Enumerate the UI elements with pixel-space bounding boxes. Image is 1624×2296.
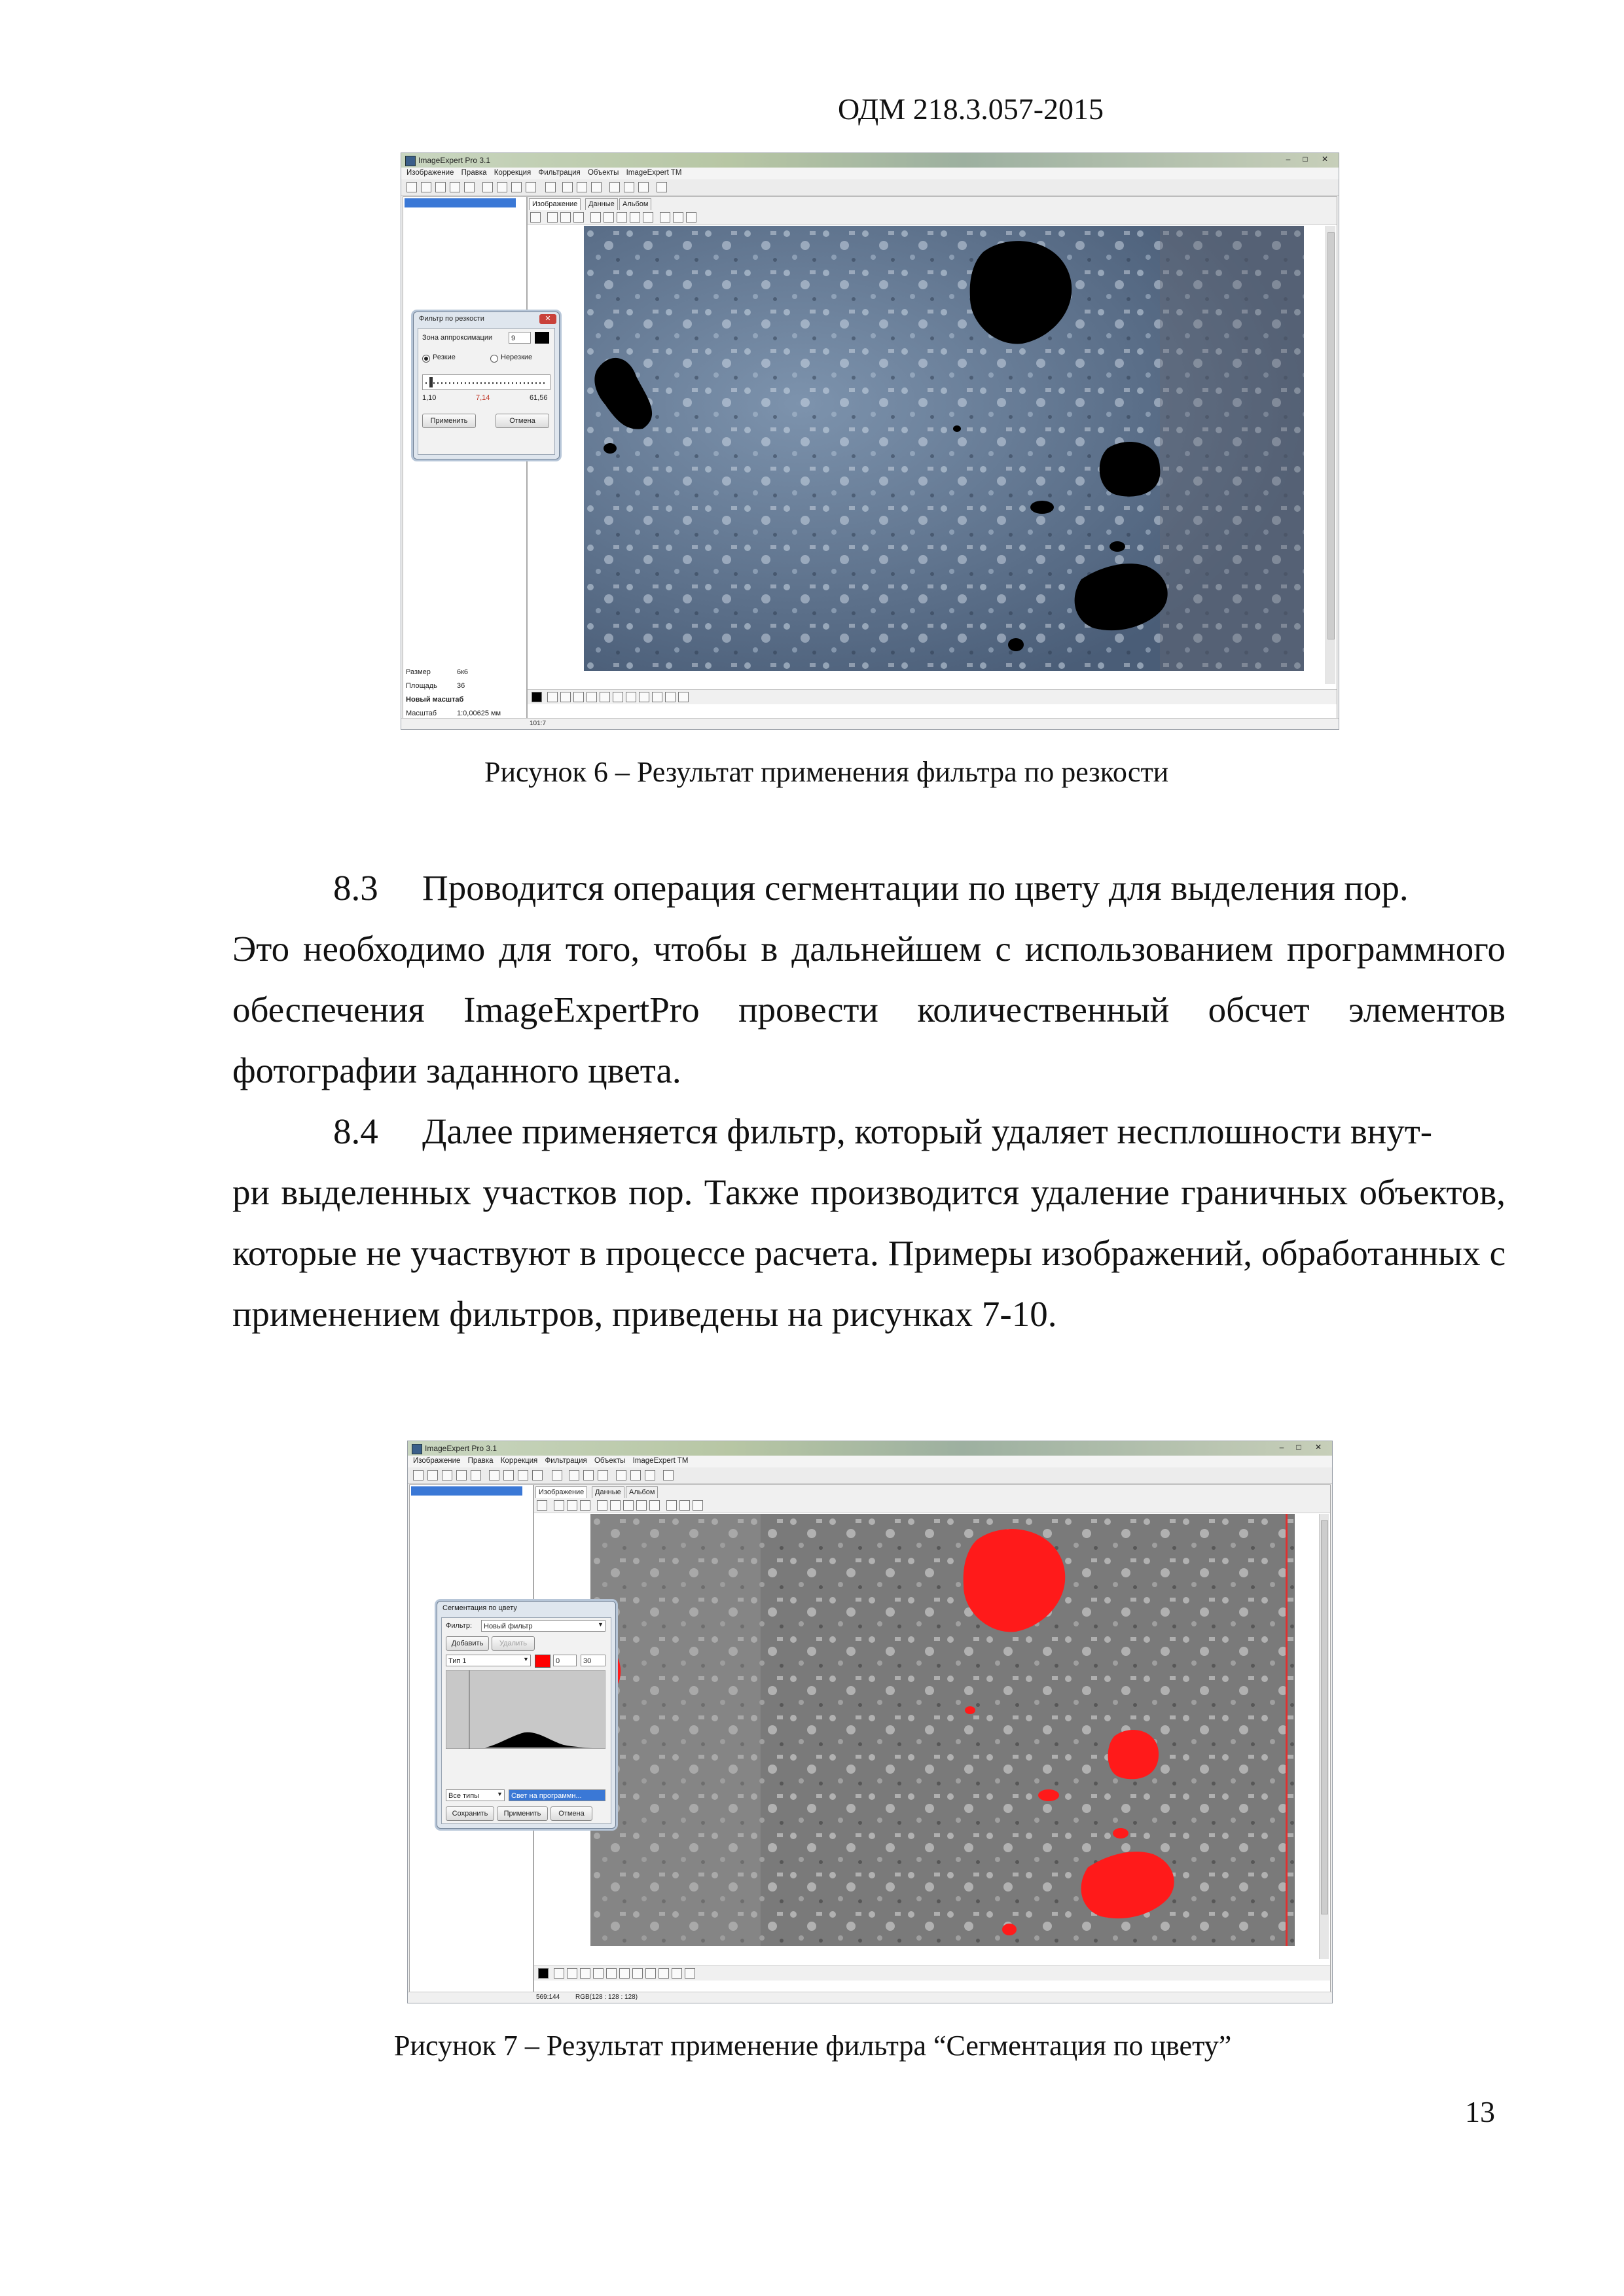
tool-icon[interactable] xyxy=(421,182,431,192)
title-bar xyxy=(401,153,1339,168)
segment-color-swatch[interactable] xyxy=(535,1655,550,1668)
figure-6-caption: Рисунок 6 – Результат применения фильтра по резкости xyxy=(484,756,1169,788)
info-label: Размер xyxy=(406,668,431,676)
tool-icon[interactable] xyxy=(503,1470,514,1480)
menu-objects[interactable]: Объекты xyxy=(587,169,619,177)
paragraph-number: 8.4 xyxy=(333,1111,378,1151)
print-icon[interactable] xyxy=(532,1470,543,1480)
add-button[interactable]: Добавить xyxy=(446,1636,489,1651)
tool-icon[interactable] xyxy=(456,1470,467,1480)
tool-icon[interactable] xyxy=(617,212,627,223)
menu-correction[interactable]: Коррекция xyxy=(500,1457,538,1465)
histogram xyxy=(446,1670,605,1749)
tool-icon[interactable] xyxy=(663,1470,674,1480)
dialog-body xyxy=(418,328,555,455)
scale-max: 61,56 xyxy=(530,394,548,402)
tool-icon[interactable] xyxy=(406,182,417,192)
tool-icon[interactable] xyxy=(547,692,558,702)
tool-icon[interactable] xyxy=(636,1500,647,1511)
paragraph-first-line: Далее применяется фильтр, который удаляет несплошности внут- xyxy=(422,1111,1433,1151)
status-bar xyxy=(408,1992,1332,2003)
info-value: 1:0,00625 мм xyxy=(457,709,501,717)
image-toolbar xyxy=(534,1498,1330,1513)
tool-icon[interactable] xyxy=(623,1500,634,1511)
close-icon[interactable]: ✕ xyxy=(539,314,556,324)
paragraph-text: Это необходимо для того, чтобы в дальнейшем с использованием программного обеспечения ImageExpertPro провести количественный обсчет элементов фотографии заданного цвета. xyxy=(232,929,1506,1090)
workspace-tabs xyxy=(534,1485,1330,1498)
menu-bar xyxy=(401,168,1339,179)
microscope-photo xyxy=(584,226,1304,671)
tool-icon[interactable] xyxy=(586,692,597,702)
file-tree-item[interactable] xyxy=(405,198,516,207)
tool-icon[interactable] xyxy=(580,1968,590,1979)
tool-icon[interactable] xyxy=(604,212,614,223)
print-icon[interactable] xyxy=(526,182,536,192)
apply-button[interactable]: Применить xyxy=(422,414,476,428)
vertical-scrollbar[interactable] xyxy=(1319,1514,1329,1959)
apply-button[interactable]: Применить xyxy=(497,1806,548,1821)
dialog-title: Фильтр по резкости xyxy=(419,315,484,323)
tool-icon[interactable] xyxy=(569,1470,579,1480)
tool-icon[interactable] xyxy=(567,1968,577,1979)
filter-label: Фильтр: xyxy=(446,1622,473,1630)
tool-icon[interactable] xyxy=(600,692,610,702)
info-value: 36 xyxy=(457,682,465,690)
tool-icon[interactable] xyxy=(673,212,683,223)
figure-6-screenshot xyxy=(401,152,1339,730)
tool-icon[interactable] xyxy=(442,1470,452,1480)
tool-icon[interactable] xyxy=(450,182,460,192)
radio-sharp[interactable] xyxy=(422,355,430,363)
tool-icon[interactable] xyxy=(547,212,558,223)
tool-icon[interactable] xyxy=(652,692,662,702)
menu-imageexpert-tm[interactable]: ImageExpert TM xyxy=(632,1457,689,1465)
tool-icon[interactable] xyxy=(590,212,601,223)
menu-bar xyxy=(408,1456,1332,1467)
image-info xyxy=(406,666,501,721)
tab-data[interactable]: Данные xyxy=(592,1486,624,1498)
color-swatch-icon[interactable] xyxy=(532,692,542,702)
tool-icon[interactable] xyxy=(630,212,640,223)
status-text: 101:7 xyxy=(530,720,547,727)
tool-icon[interactable] xyxy=(413,1470,424,1480)
scrollbar-thumb[interactable] xyxy=(1327,232,1335,639)
tool-icon[interactable] xyxy=(427,1470,438,1480)
menu-edit[interactable]: Правка xyxy=(467,1457,494,1465)
maximize-icon[interactable]: □ xyxy=(1303,154,1308,164)
mode-select[interactable]: Свет на программн... xyxy=(509,1789,605,1801)
dialog-body xyxy=(441,1617,611,1824)
app-icon xyxy=(405,156,416,166)
tool-icon[interactable] xyxy=(552,1470,562,1480)
tool-icon[interactable] xyxy=(606,1968,617,1979)
tool-icon[interactable] xyxy=(583,1470,594,1480)
menu-filtering[interactable]: Фильтрация xyxy=(538,169,581,177)
tool-icon[interactable] xyxy=(679,1500,690,1511)
save-button[interactable]: Сохранить xyxy=(446,1806,494,1821)
menu-edit[interactable]: Правка xyxy=(461,169,487,177)
tool-icon[interactable] xyxy=(686,212,696,223)
tool-icon[interactable] xyxy=(511,182,522,192)
menu-correction[interactable]: Коррекция xyxy=(494,169,532,177)
tool-icon[interactable] xyxy=(518,1470,528,1480)
tool-icon[interactable] xyxy=(471,1470,481,1480)
tab-album[interactable]: Альбом xyxy=(619,198,651,210)
scrollbar-thumb[interactable] xyxy=(1321,1520,1328,1914)
color-segmentation-dialog xyxy=(437,1601,616,1829)
tab-data[interactable]: Данные xyxy=(585,198,618,210)
document-code: ОДМ 218.3.057-2015 xyxy=(838,92,1104,126)
tool-icon[interactable] xyxy=(545,182,556,192)
status-rgb: RGB(128 : 128 : 128) xyxy=(575,1994,638,2001)
tool-icon[interactable] xyxy=(685,1968,695,1979)
tool-icon[interactable] xyxy=(598,1470,608,1480)
menu-image[interactable]: Изображение xyxy=(413,1457,461,1465)
tool-icon[interactable] xyxy=(672,1968,682,1979)
zone-label: Зона аппроксимации xyxy=(422,334,493,342)
type-select[interactable]: Тип 1 xyxy=(446,1655,531,1666)
scale-min: 1,10 xyxy=(422,394,437,402)
tab-album[interactable]: Альбом xyxy=(626,1486,658,1498)
tab-image[interactable]: Изображение xyxy=(535,1486,587,1498)
filter-select[interactable]: Новый фильтр xyxy=(481,1620,605,1632)
image-toolbar xyxy=(528,210,1337,225)
tool-icon[interactable] xyxy=(660,212,670,223)
window-title: ImageExpert Pro 3.1 xyxy=(425,1444,497,1453)
tool-icon[interactable] xyxy=(638,182,649,192)
tool-icon[interactable] xyxy=(580,1500,590,1511)
close-icon[interactable]: ✕ xyxy=(1321,154,1329,164)
dialog-title: Сегментация по цвету xyxy=(442,1604,517,1612)
info-label: Новый масштаб xyxy=(406,696,464,704)
tool-icon[interactable] xyxy=(593,1968,604,1979)
tool-icon[interactable] xyxy=(619,1968,630,1979)
tool-icon[interactable] xyxy=(665,692,676,702)
radio-sharp-label: Резкие xyxy=(433,353,456,361)
image-workspace xyxy=(527,196,1337,720)
scale-mid: 7,14 xyxy=(476,394,490,402)
paragraph-8-4 xyxy=(232,1101,1506,1344)
minimize-icon[interactable]: – xyxy=(1286,154,1291,164)
menu-imageexpert-tm[interactable]: ImageExpert TM xyxy=(626,169,682,177)
zone-spinbox[interactable]: 9 xyxy=(509,332,531,344)
tool-icon[interactable] xyxy=(630,1470,641,1480)
maximize-icon[interactable]: □ xyxy=(1296,1443,1301,1452)
segmented-photo xyxy=(590,1514,1295,1946)
vertical-scrollbar[interactable] xyxy=(1326,226,1335,684)
drawing-toolbar xyxy=(528,689,1337,704)
tool-icon[interactable] xyxy=(554,1968,564,1979)
tool-icon[interactable] xyxy=(591,182,602,192)
tool-icon[interactable] xyxy=(645,1968,656,1979)
tool-icon[interactable] xyxy=(616,1470,626,1480)
tool-icon[interactable] xyxy=(643,212,653,223)
tool-icon[interactable] xyxy=(613,692,623,702)
tool-icon[interactable] xyxy=(609,182,620,192)
workspace-tabs xyxy=(528,197,1337,210)
chevron-down-icon: ▼ xyxy=(598,1621,604,1628)
tool-icon[interactable] xyxy=(560,692,571,702)
tool-icon[interactable] xyxy=(573,212,584,223)
main-toolbar xyxy=(401,179,1339,196)
tool-icon[interactable] xyxy=(649,1500,660,1511)
color-swatch[interactable] xyxy=(535,332,549,344)
tool-icon[interactable] xyxy=(530,212,541,223)
tool-icon[interactable] xyxy=(554,1500,564,1511)
image-workspace xyxy=(533,1484,1331,1994)
tool-icon[interactable] xyxy=(657,182,667,192)
paragraph-number: 8.3 xyxy=(333,868,378,908)
tool-icon[interactable] xyxy=(464,182,475,192)
info-label: Масштаб xyxy=(406,709,437,717)
tool-icon[interactable] xyxy=(666,1500,677,1511)
tool-icon[interactable] xyxy=(610,1500,621,1511)
status-coords: 569:144 xyxy=(536,1994,560,2001)
tool-icon[interactable] xyxy=(562,182,573,192)
figure-7-caption: Рисунок 7 – Результат применение фильтра “Сегментация по цвету” xyxy=(394,2030,1232,2062)
info-value: 6к6 xyxy=(457,668,469,676)
color-swatch-icon[interactable] xyxy=(538,1968,549,1979)
menu-image[interactable]: Изображение xyxy=(406,169,454,177)
paragraph-first-line: Проводится операция сегментации по цвету для выделения пор. xyxy=(422,868,1409,908)
drawing-toolbar xyxy=(534,1965,1330,1981)
tool-icon[interactable] xyxy=(659,1968,669,1979)
tool-icon[interactable] xyxy=(573,692,584,702)
tool-icon[interactable] xyxy=(597,1500,607,1511)
sharpness-filter-dialog xyxy=(413,312,560,459)
chevron-down-icon: ▼ xyxy=(523,1656,529,1662)
paragraph-8-3 xyxy=(232,857,1506,1101)
status-bar xyxy=(401,718,1339,729)
save-icon[interactable] xyxy=(482,182,493,192)
title-bar xyxy=(408,1441,1332,1456)
app-icon xyxy=(412,1444,422,1454)
file-tree-item[interactable] xyxy=(411,1486,522,1496)
radio-unsharp-label: Нерезкие xyxy=(501,353,533,361)
tool-icon[interactable] xyxy=(435,182,446,192)
window-title: ImageExpert Pro 3.1 xyxy=(418,156,491,165)
tool-icon[interactable] xyxy=(645,1470,655,1480)
tool-icon[interactable] xyxy=(632,1968,643,1979)
spin-field-b[interactable]: 30 xyxy=(581,1655,605,1666)
main-toolbar xyxy=(408,1467,1332,1484)
page-number: 13 xyxy=(1465,2095,1495,2128)
cancel-button[interactable]: Отмена xyxy=(550,1806,592,1821)
close-icon[interactable]: ✕ xyxy=(1314,1443,1322,1452)
save-icon[interactable] xyxy=(489,1470,499,1480)
spin-field-a[interactable]: 0 xyxy=(553,1655,577,1666)
chevron-down-icon: ▼ xyxy=(497,1791,503,1797)
tool-icon[interactable] xyxy=(624,182,634,192)
tool-icon[interactable] xyxy=(626,692,636,702)
tool-icon[interactable] xyxy=(577,182,587,192)
minimize-icon[interactable]: – xyxy=(1279,1443,1284,1452)
menu-objects[interactable]: Объекты xyxy=(594,1457,626,1465)
tab-image[interactable]: Изображение xyxy=(529,198,581,210)
tool-icon[interactable] xyxy=(567,1500,577,1511)
tool-icon[interactable] xyxy=(497,182,507,192)
info-label: Площадь xyxy=(406,682,437,690)
paragraph-text: ри выделенных участков пор. Также производится удаление граничных объектов, которые не участвуют в процессе расчета. Примеры изображений, обработанных с применением фильтров, приведены на рисунках 7-10. xyxy=(232,1172,1506,1334)
menu-filtering[interactable]: Фильтрация xyxy=(545,1457,587,1465)
tool-icon[interactable] xyxy=(560,212,571,223)
tool-icon[interactable] xyxy=(639,692,649,702)
delete-button: Удалить xyxy=(492,1636,535,1651)
tool-icon[interactable] xyxy=(678,692,689,702)
figure-7-screenshot xyxy=(407,1441,1333,2003)
radio-unsharp[interactable] xyxy=(490,355,498,363)
all-types-select[interactable]: Все типы xyxy=(446,1789,505,1801)
tool-icon[interactable] xyxy=(693,1500,703,1511)
sharpness-slider[interactable] xyxy=(422,374,550,390)
tool-icon[interactable] xyxy=(537,1500,547,1511)
cancel-button[interactable]: Отмена xyxy=(496,414,549,428)
